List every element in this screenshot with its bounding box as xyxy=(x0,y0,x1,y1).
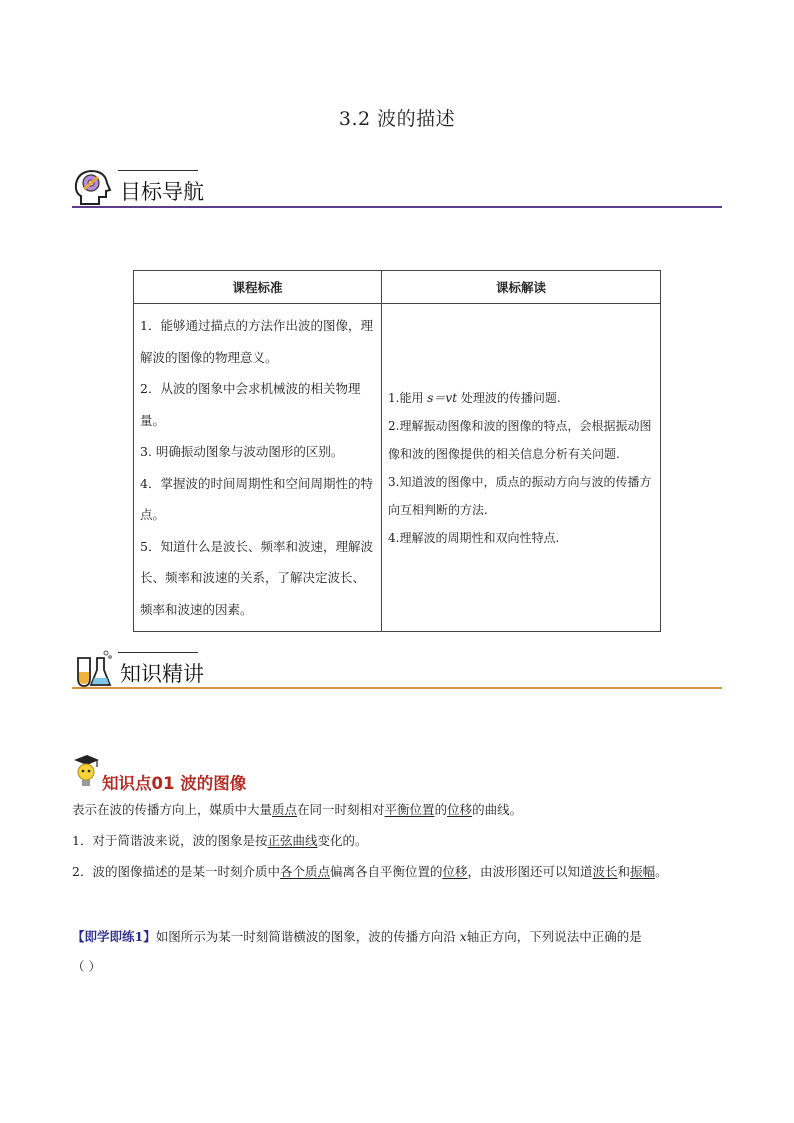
section-header-knowledge xyxy=(72,644,722,694)
underlined-term: 波长 xyxy=(592,864,618,879)
section-rule-knowledge xyxy=(72,687,722,689)
interpretation-item: 3.知道波的图像中，质点的振动方向与波的传播方向互相判断的方法. xyxy=(388,474,652,517)
underlined-term: 位移 xyxy=(447,802,473,817)
body-text: 表示在波的传播方向上，媒质中大量 xyxy=(72,802,273,817)
exercise-tag: 【即学即练1】 xyxy=(72,929,156,944)
standard-item: 4．掌握波的时间周期性和空间周期性的特点。 xyxy=(140,475,373,522)
interpretation-text: 处理波的传播问题. xyxy=(457,390,561,405)
table-header-standard: 课程标准 xyxy=(134,271,382,304)
underlined-term: 各个质点 xyxy=(279,864,330,879)
section-top-line xyxy=(118,170,198,171)
graduate-bulb-icon xyxy=(72,754,100,790)
standard-item: 5．知道什么是波长、频率和波速，理解波长、频率和波速的关系，了解决定波长、频率和波速的因素。 xyxy=(140,538,373,617)
body-line-definition xyxy=(72,800,522,818)
curriculum-table xyxy=(133,270,661,632)
underlined-term: 质点 xyxy=(272,802,298,817)
table-header-row xyxy=(134,271,661,304)
interpretation-item: 2.理解振动图像和波的图像的特点，会根据振动图像和波的图像提供的相关信息分析有关问题. xyxy=(388,418,652,461)
underlined-term: 位移 xyxy=(442,864,468,879)
section-top-line xyxy=(118,652,198,653)
table-row xyxy=(134,304,661,632)
standard-item: 3. 明确振动图象与波动图形的区别。 xyxy=(140,444,344,459)
table-cell-standards xyxy=(134,304,382,632)
head-gears-icon xyxy=(72,166,114,208)
knowledge-point-heading xyxy=(72,754,472,793)
body-text: 变化的。 xyxy=(317,833,368,848)
underlined-term: 振幅 xyxy=(630,864,656,879)
body-line-point-2 xyxy=(72,862,668,880)
standard-item: 1．能够通过描点的方法作出波的图像，理解波的图像的物理意义。 xyxy=(140,318,373,365)
body-text: 。 xyxy=(655,864,668,879)
body-text: 1．对于简谐波来说，波的图象是按 xyxy=(72,833,268,848)
axis-symbol: x xyxy=(459,929,467,944)
body-text: 2．波的图像描述的是某一时刻介质中 xyxy=(72,864,280,879)
standard-item: 2．从波的图象中会求机械波的相关物理量。 xyxy=(140,381,361,428)
body-text: 和 xyxy=(617,864,631,879)
lab-flask-icon xyxy=(72,648,114,690)
exercise-text: 轴正方向，下列说法中正确的是 xyxy=(466,929,642,944)
exercise-text: 如图所示为某一时刻简谐横波的图象，波的传播方向沿 xyxy=(155,929,460,944)
table-header-interpretation: 课标解读 xyxy=(382,271,661,304)
underlined-term: 正弦曲线 xyxy=(267,833,318,848)
body-text: 的 xyxy=(434,802,448,817)
interpretation-item: 4.理解波的周期性和双向性特点. xyxy=(388,530,560,545)
underlined-term: 平衡位置 xyxy=(384,802,435,817)
body-text: ，由波形图还可以知道 xyxy=(467,864,593,879)
body-text: 偏离各自平衡位置的 xyxy=(329,864,443,879)
formula: s＝vt xyxy=(427,390,458,405)
section-rule-goals xyxy=(72,206,722,208)
exercise-prompt xyxy=(72,927,642,945)
body-line-point-1 xyxy=(72,831,368,849)
body-text: 在同一时刻相对 xyxy=(297,802,385,817)
interpretation-text: 1.能用 xyxy=(388,390,428,405)
document-title: 3.2 波的描述 xyxy=(338,108,456,130)
answer-parentheses: （ ） xyxy=(72,959,101,974)
interpretation-item xyxy=(388,384,654,412)
body-text: 的曲线。 xyxy=(472,802,523,817)
section-title-knowledge: 知识精讲 xyxy=(120,662,204,686)
knowledge-point-title: 知识点01 波的图像 xyxy=(102,774,247,793)
section-header-goals xyxy=(72,162,722,212)
section-title-goals: 目标导航 xyxy=(120,180,204,204)
table-cell-interpretations xyxy=(382,304,661,632)
